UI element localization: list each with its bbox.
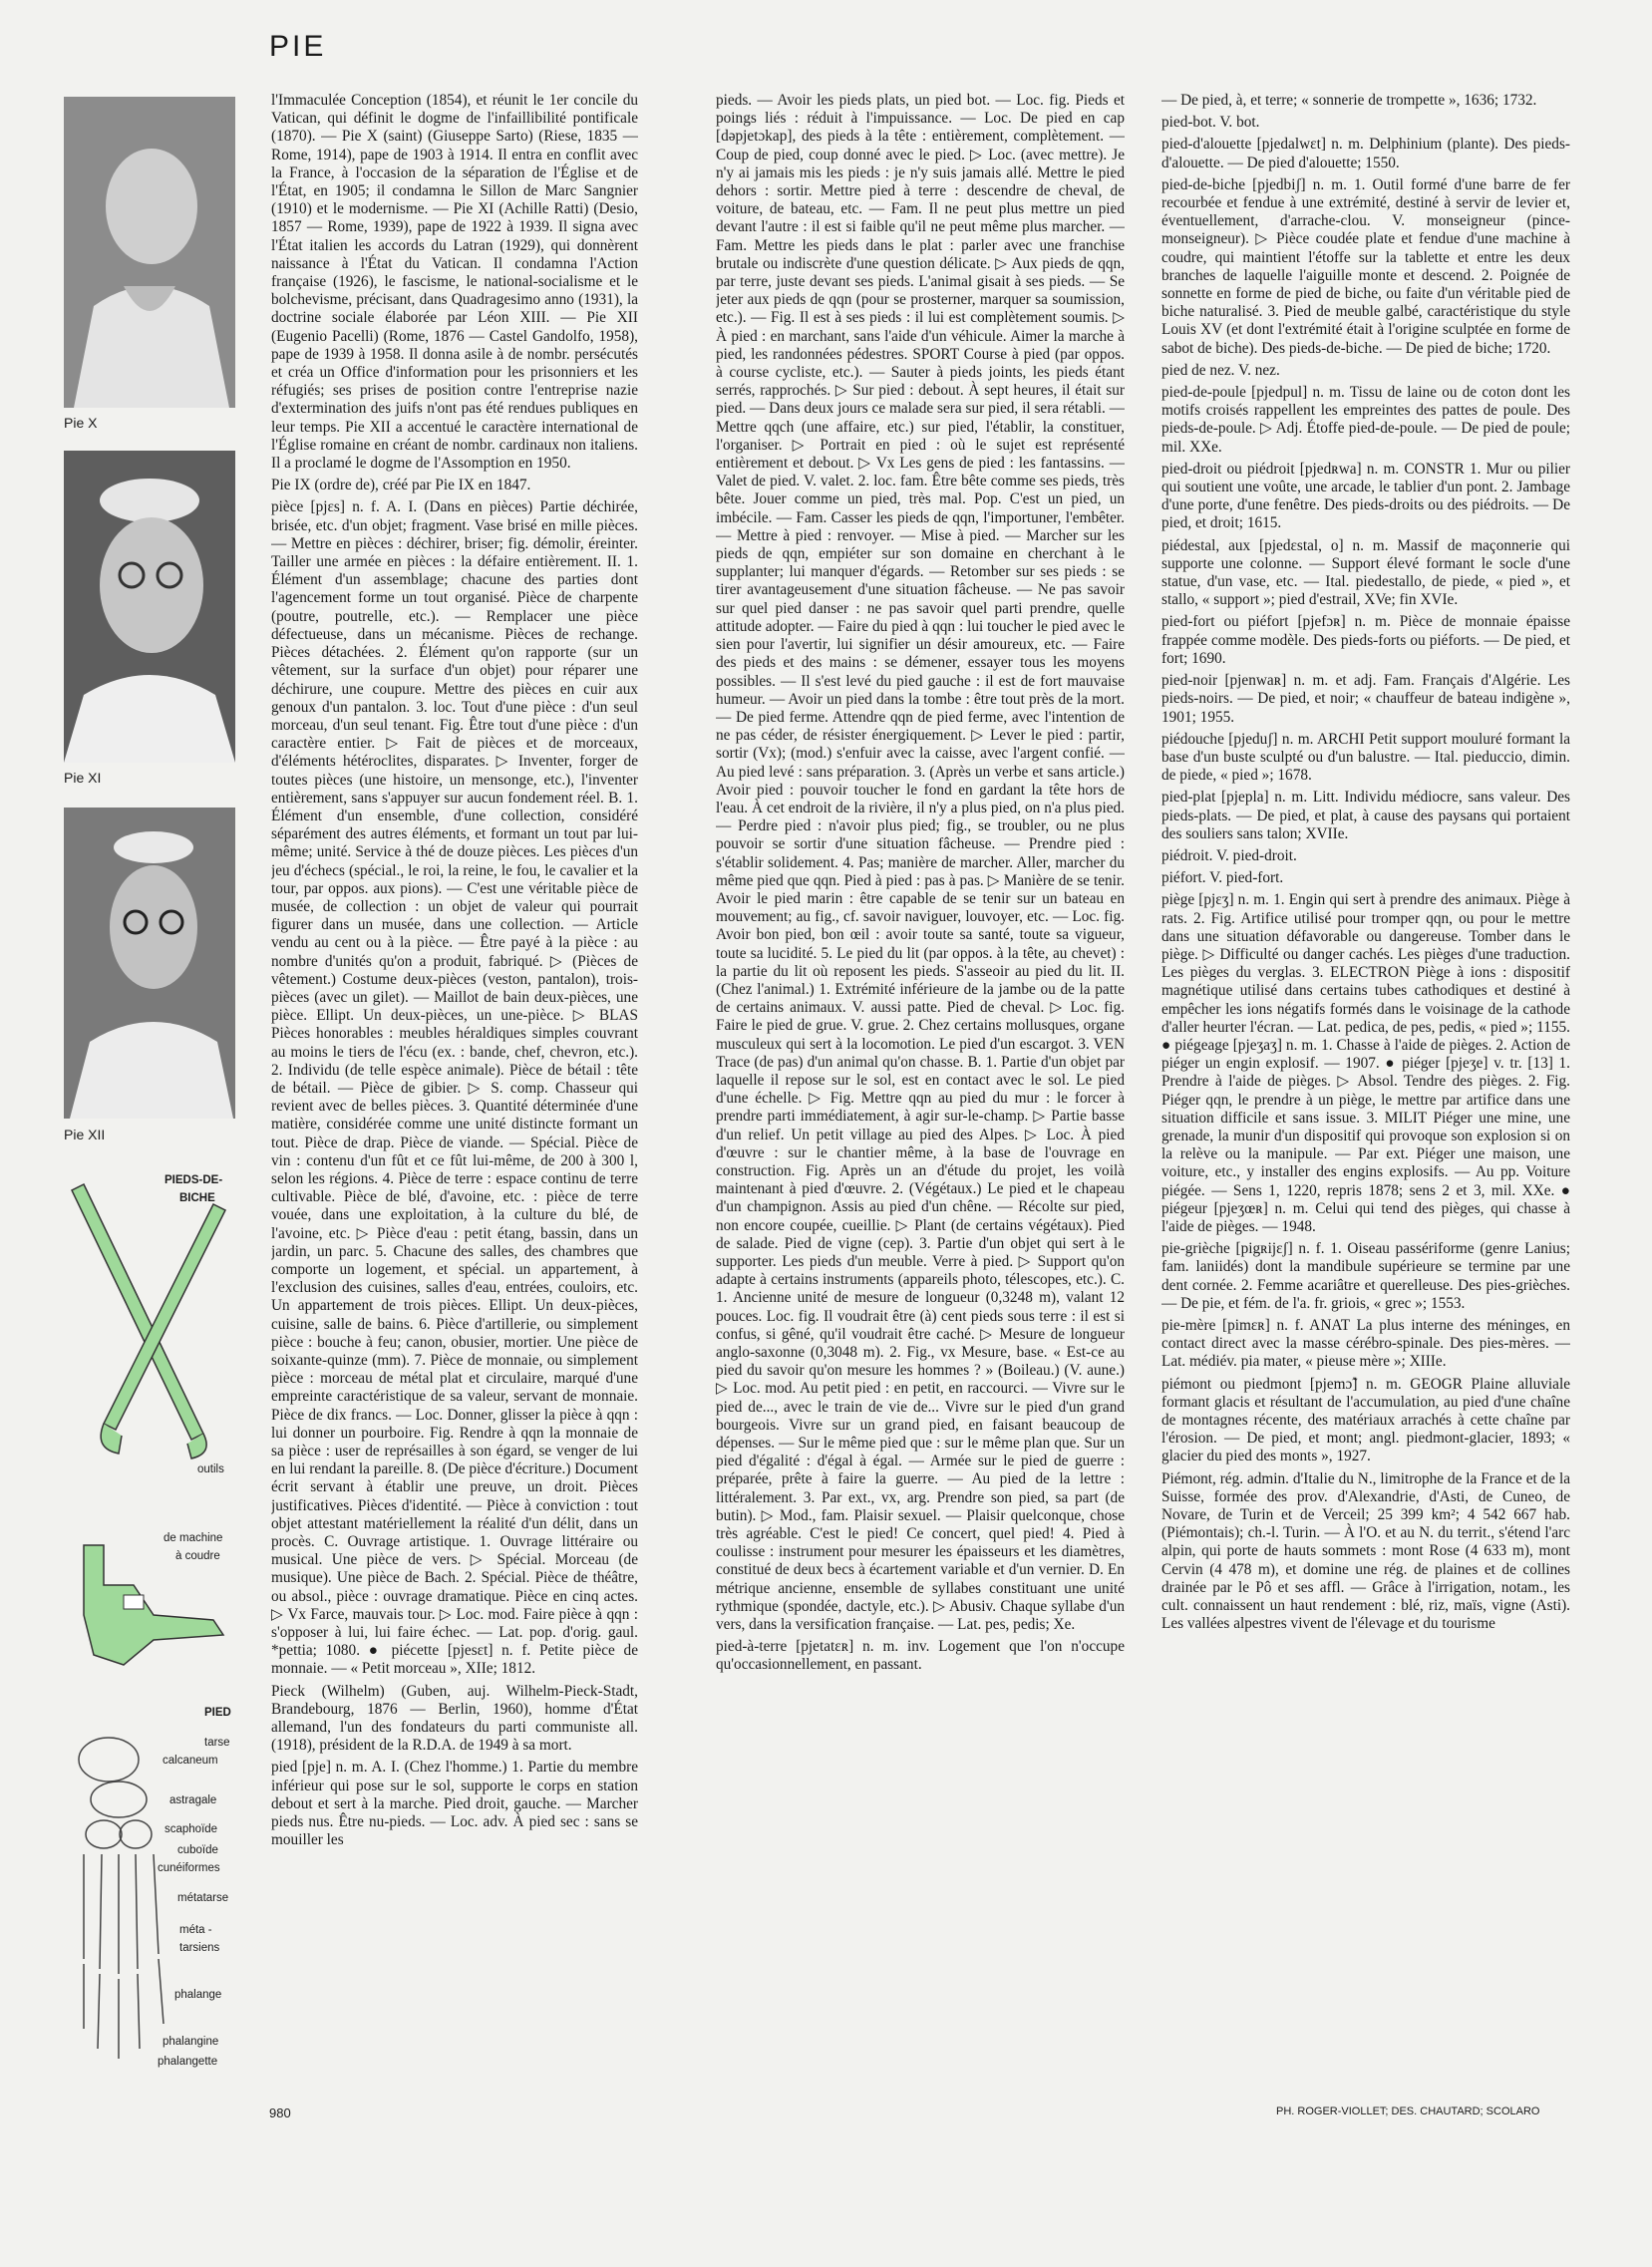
illustration-machine-a-coudre — [64, 1525, 243, 1675]
entry-piefort: piéfort. V. pied-fort. — [1161, 869, 1284, 887]
text-column-2 — [716, 92, 1125, 2086]
foot-label: phalangine — [163, 2036, 219, 2048]
entry-pie-mere: pie-mère [pimɛʀ] n. f. ANAT La plus interne des méninges, en contact direct avec la masse cérébro-spinale. Des pies-mères. — Lat. médiév. pia mater, « pieuse mère »; XIIIe. — [1161, 1317, 1570, 1371]
entry-piedestal: piédestal, aux [pjedɛstal, o] n. m. Massif de maçonnerie qui supporte une colonne. — Support élevé formant le socle d'une statue, d'un vase, etc. — Ital. piedestallo, de piede, « pied », et stallo, « support »; pied d'estrail, XVe; fin XVIe. — [1161, 536, 1570, 609]
foot-label: métatarse — [177, 1892, 229, 1904]
entry-piece: pièce [pjɛs] n. f. A. I. (Dans en pièces) Partie déchirée, brisée, etc. d'un objet; fragment. Vase brisé en mille pièces. — Mettre en pièces : déchirer, briser; fig. démolir, éreinter. Tailler une armée en pièces : la défaire entièrement. II. 1. Élément d'un assemblage; chacune des parties dont l'agencement forme un tout organisé. Pièce de charpente (poutre, poutrelle, etc.). — Remplacer une pièce défectueuse, dans un mécanisme. Pièces de rechange. Pièces détachées. 2. Élément qu'on rapporte (sur un vêtement, sur la surface d'un objet) pour réparer une déchirure, une coupure. Mettre des pièces en cuir aux genoux d'un pantalon. 3. loc. Tout d'une pièce : d'un seul morceau, d'un seul tenant. Fig. Être tout d'une pièce : d'un caractère entier. ▷ Fait de pièces et de morceaux, d'éléments hétéroclites, disparates. ▷ Inventer, forger de toutes pièces (une histoire, un mensonge, etc.), l'inventer entièrement, sans s'appuyer sur aucun fondement réel. B. 1. Élément d'un ensemble, d'une collection, considéré séparément des autres éléments, et formant un tout par lui-même; unité. Service à thé de douze pièces. Les pièces d'un jeu d'échecs (spécial., le roi, la reine, le fou, le cavalier et la tour, par oppos. aux pions). — C'est une véritable pièce de musée, de collection : un objet de valeur qui pourrait figurer dans un musée, dans une collection. — Article vendu au cent ou à la pièce. — Être payé à la pièce : au nombre d'unités qu'on a produit, fabriqué. ▷ (Pièces de vêtement.) Costume deux-pièces (veston, pantalon), trois-pièces (avec un gilet). — Maillot de bain deux-pièces, une pièce. Ellipt. Un deux-pièces, un une-pièce. ▷ BLAS Pièces honorables : meubles héraldiques simples couvrant au moins le tiers de l'écu (ex. : bande, chef, chevron, etc.). 2. Individu (de telle espèce animale). Pièce de bétail : tête de bétail. — Pièce de gibier. ▷ S. comp. Chasseur qui revient avec de belles pièces. 3. Quantité déterminée d'une matière, considérée comme une unité distincte formant un tout. Pièce de drap. Pièce de viande. — Spécial. Pièce de vin : contenu d'un fût et ce fût lui-même, de 200 à 300 l, selon les régions. 4. Pièce de terre : espace continu de terre cultivable. Pièce de blé, d'avoine, etc. : pièce de terre vouée, dans une exploitation, à la culture du blé, de l'avoine, etc. ▷ Pièce d'eau : petit étang, bassin, dans un jardin, un parc. 5. Chacune des salles, des chambres que comporte un logement, et spécial. un appartement, à l'exclusion des cuisines, salles d'eau, entrées, couloirs, etc. Un appartement de trois pièces. Ellipt. Un deux-pièces, cuisine, salle de bains. 6. Pièce d'artillerie, ou simplement pièce : bouche à feu; canon, obusier, mortier. Une pièce de soixante-quinze (mm). 7. Pièce de monnaie, ou simplement pièce : morceau de métal plat et circulaire, marqué d'une empreinte caractéristique de sa valeur, servant de monnaie. Pièce de dix francs. — Loc. Donner, glisser la pièce à qqn : lui donner un pourboire. Fig. Rendre à qqn la monnaie de sa pièce : user de représailles à son égard, se venger de lui en lui rendant la pareille. 8. (De pièce d'écriture.) Document écrit servant à établir une preuve, un droit. Pièces justificatives. Pièces d'identité. — Pièce à conviction : tout objet attestant matériellement la réalité d'un délit, dans un procès. C. Ouvrage artistique. 1. Ouvrage littéraire ou musical. Une pièce de vers. ▷ Spécial. Morceau (de musique). Une pièce de Bach. 2. Spécial. Pièce de théâtre, ou absol., pièce : ouvrage dramatique. Pièce en cinq actes. ▷ Vx Farce, mauvais tour. ▷ Loc. mod. Faire pièce à qqn : s'opposer à lui, lui faire échec. — Lat. pop. d'orig. gaul. *pettia; 1080. ● piécette [pjesɛt] n. f. Petite pièce de monnaie. — « Petit morceau », XIIe; 1812. — [271, 498, 638, 1678]
entry-pied-d-alouette: pied-d'alouette [pjedalwɛt] n. m. Delphinium (plante). Des pieds-d'alouette. — De pied d'alouette; 1550. — [1161, 136, 1570, 171]
caption-pie-xi: Pie XI — [64, 770, 102, 786]
foot-label: méta - — [179, 1924, 212, 1936]
foot-label: phalange — [174, 1989, 222, 2001]
entry-pied-plat: pied-plat [pjepla] n. m. Litt. Individu médiocre, sans valeur. Des pieds-plats. — De pied, et plat, à cause des paysans qui portaient des souliers sans talon; XVIIe. — [1161, 789, 1570, 842]
caption-pie-xii: Pie XII — [64, 1127, 106, 1142]
machine-label-2: à coudre — [175, 1550, 220, 1562]
image-credits: PH. ROGER-VIOLLET; DES. CHAUTARD; SCOLARO — [1276, 2105, 1540, 2117]
foot-label: cunéiformes — [158, 1862, 220, 1874]
entry-piedroit: piédroit. V. pied-droit. — [1161, 846, 1297, 864]
entry-piemont-region: Piémont, rég. admin. d'Italie du N., limitrophe de la France et de la Suisse, formée des prov. d'Alexandrie, d'Asti, de Cuneo, de Novare, de Turin et de Verceil; 25 399 km²; 4 542 667 hab. (Piémontais); ch.-l. Turin. — À l'O. et au N. du territ., s'étend l'arc alpin, qui porte de hauts sommets : mont Rose (4 633 m), mont Cervin (4 478 m), et domine une rég. de plaines et de collines drainée par le Pô et ses affl. — Grâce à l'irrigation, notam., les cult. connaissent un haut rendement : blé, riz, maïs, vigne (Asti). Les vallées alpestres vivent de l'élevage et du tourisme — [1161, 1469, 1570, 1633]
entry-piemont-geogr: piémont ou piedmont [pjemɔ̃] n. m. GEOGR Plaine alluviale formant glacis et résultant de l'accumulation, au pied d'une chaîne de montagnes récente, des matériaux arrachés à cette chaîne par l'érosion. — De pied, et mont; angl. piedmont-glacier, 1893; « glacier du pied des monts », 1927. — [1161, 1375, 1570, 1465]
page-number: 980 — [269, 2105, 291, 2120]
portrait-pie-xii — [64, 808, 235, 1119]
entry-pied-fort: pied-fort ou piéfort [pjefɔʀ] n. m. Pièce de monnaie épaisse frappée comme modèle. Des pieds-forts ou piéforts. — De pied, et fort; 1690. — [1161, 613, 1570, 667]
entry-pied-a-terre-etym: — De pied, à, et terre; « sonnerie de trompette », 1636; 1732. — [1161, 92, 1537, 109]
entry-pied-de-poule: pied-de-poule [pjedpul] n. m. Tissu de laine ou de coton dont les motifs croisés rappellent les empreintes des pattes de poule. Des pieds-de-poule. ▷ Adj. Étoffe pied-de-poule. — De pied de poule; mil. XXe. — [1161, 384, 1570, 456]
caption-pie-x: Pie X — [64, 415, 98, 431]
text-column-1 — [271, 92, 638, 2086]
foot-label: phalangette — [158, 2056, 218, 2068]
portrait-pie-xi — [64, 451, 235, 763]
machine-label-1: de machine — [164, 1532, 223, 1544]
illustration-pieds-de-biche — [64, 1174, 243, 1463]
foot-label: calcaneum — [163, 1755, 218, 1767]
entry-piedouche: piédouche [pjeduʃ] n. m. ARCHI Petit support mouluré formant la base d'un buste sculpté ou d'un balustre. — Ital. pieduccio, dimin. de piede, « pied »; 1678. — [1161, 730, 1570, 785]
text-column-3 — [1161, 92, 1570, 2086]
illustration-pied-squelette — [64, 1730, 183, 2079]
foot-title: PIED — [204, 1707, 231, 1719]
running-head: PIE — [269, 30, 327, 63]
entry-pied-droit: pied-droit ou piédroit [pjedʀwa] n. m. CONSTR 1. Mur ou pilier qui soutient une voûte, une arcade, le tablier d'un pont. 2. Jambage d'une porte, d'une fenêtre. Des pieds-droits ou des piédroits. — De pied, et droit; 1615. — [1161, 460, 1570, 532]
entry-pie-popes: l'Immaculée Conception (1854), et réunit le 1er concile du Vatican, qui définit le dogme de l'infaillibilité pontificale (1870). — Pie X (saint) (Giuseppe Sarto) (Riese, 1835 — Rome, 1914), pape de 1903 à 1914. Il entra en conflit avec la France, à l'occasion de la séparation de l'Église et de l'État, en 1905; il condamna le Sillon de Marc Sangnier (1910) et le modernisme. — Pie XI (Achille Ratti) (Desio, 1857 — Rome, 1939), pape de 1922 à 1939. Il signa avec l'État italien les accords du Latran (1929), qui donnèrent naissance à l'État du Vatican. Il condamna l'Action française (1926), le fascisme, le national-socialisme et le bolchevisme, précisant, dans Quadragesimo anno (1931), la doctrine sociale élaborée par Léon XIII. — Pie XII (Eugenio Pacelli) (Rome, 1876 — Castel Gandolfo, 1958), pape de 1939 à 1958. Il donna asile à de nombr. persécutés et créa un Office d'information pour les prisonniers et les réfugiés; ses prises de position contre l'entreprise nazie d'extermination des juifs n'ont pas été rendues publiques en leur temps. Pie XII a accentué le caractère international de l'Église romaine en créant de nombr. cardinaux non italiens. Il a proclamé le dogme de l'Assomption en 1950. — [271, 92, 638, 473]
portrait-pie-x — [64, 97, 235, 408]
foot-label: astragale — [169, 1794, 217, 1806]
entry-pied-start: pied [pje] n. m. A. I. (Chez l'homme.) 1. Partie du membre inférieur qui pose sur le sol, supporte le corps en station debout et sert à la marche. Pied droit, gauche. — Marcher pieds nus. Être nu-pieds. — Loc. adv. À pied sec : sans se mouiller les — [271, 1759, 638, 1849]
entry-pied-de-nez: pied de nez. V. nez. — [1161, 361, 1280, 379]
foot-label: cuboïde — [177, 1844, 218, 1856]
entry-pied-continued: pieds. — Avoir les pieds plats, un pied bot. — Loc. fig. Pieds et poings liés : réduit à l'impuissance. — Loc. De pied en cap [dəpjetɔkap], des pieds à la tête : entièrement, complètement. — Coup de pied, coup donné avec le pied. ▷ Loc. (avec mettre). Je n'y ai jamais mis les pieds : je n'y suis jamais allé. Mettre le pied dehors : sortir. Mettre pied à terre : descendre de cheval, de voiture, de bateau, etc. — Fam. Il ne peut plus mettre un pied devant l'autre : il est si faible qu'il ne peut même plus marcher. — Fam. Mettre les pieds dans le plat : parler avec une franchise brutale ou indiscrète d'une question délicate. ▷ Aux pieds de qqn, par terre, juste devant ses pieds. L'animal gisait à ses pieds. — Se jeter aux pieds de qqn (pour se prosterner, marquer sa soumission, etc.). — Fig. Il est à ses pieds : il lui est complètement soumis. ▷ À pied : en marchant, sans l'aide d'un véhicule. Aimer la marche à pied, les randonnées pédestres. SPORT Course à pied (par oppos. à course cycliste, etc.). — Sauter à pieds joints, les pieds étant serrés, rapprochés. ▷ Sur pied : debout. À sept heures, il était sur pied. — Dans deux jours ce malade sera sur pied, il sera rétabli. — Mettre qqch (une affaire, etc.) sur pied, l'établir, la constituer, l'organiser. ▷ Portrait en pied : où le sujet est représenté entièrement et debout. ▷ Vx Les gens de pied : les fantassins. — Valet de pied. V. valet. 2. loc. fam. Être bête comme ses pieds, très bête. Jouer comme un pied, très mal. Pop. C'est un pied, un imbécile. — Fam. Casser les pieds de qqn, l'importuner, l'embêter. — Mettre à pied : renvoyer. — Mise à pied. — Marcher sur les pieds de qqn, empiéter sur son domaine en cherchant à le supplanter; lui manquer d'égards. — Retomber sur ses pieds : se tirer avantageusement d'une situation fâcheuse. — Ne pas savoir sur quel pied danser : ne pas savoir quel parti prendre, quelle attitude adopter. — Faire du pied à qqn : lui toucher le pied avec le sien pour l'avertir, lui signifier un désir amoureux, etc. — Faire des pieds et des mains : se démener, essayer tous les moyens possibles. — Il s'est levé du pied gauche : il est de fort mauvaise humeur. — Avoir un pied dans la tombe : être tout près de la mort. — De pied ferme. Attendre qqn de pied ferme, avec l'intention de ne pas céder, de résister énergiquement. ▷ Lever le pied : partir, sortir (Vx); (mod.) s'enfuir avec la caisse, avec l'argent confié. — Au pied levé : sans préparation. 3. (Après un verbe et sans article.) Avoir pied : pouvoir toucher le fond en gardant la tête hors de l'eau. À cet endroit de la rivière, il n'y a plus pied, on n'a plus pied. — Perdre pied : n'avoir plus pied; fig., se troubler, ou ne plus pouvoir se sortir d'une situation fâcheuse. — Prendre pied : s'établir solidement. 4. Pas; manière de marcher. Aller, marcher du même pied que qqn. Pied à pied : pas à pas. ▷ Manière de se tenir. Avoir le pied marin : être capable de se tenir sur un bateau en mouvement; au fig., cf. savoir naviguer, louvoyer, etc. — Loc. fig. Avoir bon pied, bon œil : avoir toute sa santé, toute sa vigueur, toute sa lucidité. 5. Le pied du lit (par oppos. à la tête, au chevet) : la partie du lit où reposent les pieds. S'asseoir au pied du lit. II. (Chez l'animal.) 1. Extrémité inférieure de la jambe ou de la patte de certains animaux. V. aussi patte. Pied de cheval. ▷ Loc. fig. Faire le pied de grue. V. grue. 2. Chez certains mollusques, organe musculeux qui sert à la locomotion. Le pied d'un escargot. 3. VEN Trace (de pas) d'un animal qu'on chasse. B. 1. Partie d'un objet par laquelle il repose sur le sol, est en contact avec le sol. Le pied d'une échelle. ▷ Fig. Mettre qqn au pied du mur : le forcer à prendre parti immédiatement, à agir sur-le-champ. ▷ Partie basse d'un relief. Un petit village au pied des Alpes. ▷ Loc. À pied d'œuvre : sur le chantier même, à la base de l'ouvrage en construction. Fig. Après un an d'étude du projet, les voilà maintenant à pied d'œuvre. 2. (Végétaux.) Le pied et le chapeau d'un champignon. Assis au pied d'un chêne. — Récolte sur pied, non encore coupée, cueillie. ▷ Plant (de certains végétaux). Pied de salade. Pied de vigne (cep). 3. Partie d'un objet qui sert à le supporter. Les pieds d'un meuble. Verre à pied. ▷ Support qu'on adapte à certains instruments (appareils photo, télescopes, etc.). C. 1. Ancienne unité de mesure de longueur (0,3248 m), valant 12 pouces. Loc. fig. Il voudrait être (à) cent pieds sous terre : il est si confus, si gêné, qu'il voudrait être caché. ▷ Mesure de longueur anglo-saxonne (0,3048 m). 2. Fig., vx Mesure, base. « Est-ce au pied du savoir qu'on mesure les hommes ? » (Boileau.) (V. aune.) ▷ Loc. mod. Au petit pied : en petit, en raccourci. — Vivre sur le pied de..., avec le train de vie de... Vivre sur le pied d'un grand bourgeois. Vivre sur un grand pied, en faisant beaucoup de dépenses. — Sur le même pied que : sur le même plan que. Sur un pied d'égalité : d'égal à égal. — Armée sur le pied de guerre : préparée, prête à faire la guerre. — Au pied de la lettre : littéralement. 3. Par ext., vx, arg. Prendre son pied, sa part (de butin). ▷ Mod., fam. Plaisir sexuel. — Plaisir quelconque, chose très agréable. C'est le pied! Ce concert, quel pied! 4. Pied à coulisse : instrument pour mesurer les épaisseurs et les diamètres, constitué de deux becs à écartement variable et d'un vernier. D. En métrique ancienne, ensemble de syllabes constituant une unité rythmique (spondée, dactyle, etc.). ▷ Abusiv. Chaque syllabe d'un vers, dans la versification française. — Lat. pes, pedis; Xe. — [716, 92, 1125, 1634]
entry-pieck: Pieck (Wilhelm) (Guben, auj. Wilhelm-Pieck-Stadt, Brandebourg, 1876 — Berlin, 1960), homme d'État allemand, l'un des fondateurs du parti communiste all. (1918), président de la R.D.A. de 1949 à sa mort. — [271, 1682, 638, 1755]
tools-label-2: BICHE — [179, 1192, 215, 1204]
entry-pie-grieche: pie-grièche [pigʀijɛʃ] n. f. 1. Oiseau passériforme (genre Lanius; fam. laniidés) dont la mandibule supérieure se termine par une dent cornée. 2. Femme acariâtre et querelleuse. Des pies-grièches. — De pie, et fém. de l'a. fr. griois, « grec »; 1553. — [1161, 1240, 1570, 1312]
entry-pie-ix-ordre: Pie IX (ordre de), créé par Pie IX en 1847. — [271, 477, 531, 494]
entry-pied-de-biche: pied-de-biche [pjedbiʃ] n. m. 1. Outil formé d'une barre de fer recourbée et fendue à une extrémité, destiné à servir de levier et, éventuellement, d'arrache-clou. V. monseigneur (pince-monseigneur). ▷ Pièce coudée plate et fendue d'une machine à coudre, qui maintient l'étoffe sur la tablette et entre les deux branches de laquelle l'aiguille monte et descend. 2. Poignée de sonnette en forme de pied de biche, ou faite d'un véritable pied de biche naturalisé. 3. Pied de meuble galbé, caractéristique du style Louis XV (et dont l'extrémité était à l'origine sculptée en forme de sabot de biche). Des pieds-de-biche. — De pied de biche; 1720. — [1161, 175, 1570, 357]
entry-pied-noir: pied-noir [pjenwaʀ] n. m. et adj. Fam. Français d'Algérie. Les pieds-noirs. — De pied, et noir; « chauffeur de bateau indigène », 1901; 1955. — [1161, 672, 1570, 726]
entry-pied-bot: pied-bot. V. bot. — [1161, 114, 1260, 132]
foot-label: tarsiens — [179, 1942, 220, 1954]
tools-label-3: outils — [197, 1463, 224, 1475]
entry-piege: piège [pjɛʒ] n. m. 1. Engin qui sert à prendre des animaux. Piège à rats. 2. Fig. Artifice utilisé pour tromper qqn, ou pour le mettre dans une situation défavorable ou dangereuse. Tomber dans le piège. ▷ Difficulté ou danger cachés. Les pièges d'une traduction. Les pièges du verglas. 3. ELECTRON Piège à ions : dispositif magnétique utilisé dans certains tubes cathodiques et destiné à empêcher les ions négatifs formés dans le voisinage de la cathode d'aller heurter l'écran. — Lat. pedica, de pes, pedis, « pied »; 1155. ● piégeage [pjeʒaʒ] n. m. 1. Chasse à l'aide de pièges. 2. Action de piéger un engin explosif. — 1907. ● piéger [pjeʒe] v. tr. [13] 1. Prendre à l'aide de pièges. ▷ Absol. Tendre des pièges. 2. Fig. Piéger qqn, le prendre à un piège, le mettre par artifice dans une situation difficile et sans issue. 3. MILIT Piéger une mine, une grenade, la munir d'un dispositif qui provoque son explosion si on la relève ou la manipule. — Par ext. Piéger une maison, une voiture, etc., y installer des engins explosifs. — Au pp. Voiture piégée. — Sens 1, 1220, repris 1878; sens 2 et 3, mil. XXe. ● piégeur [pjeʒœʀ] n. m. Celui qui tend des pièges, qui chasse à l'aide de pièges. — 1948. — [1161, 891, 1570, 1235]
foot-label: tarse — [204, 1737, 230, 1749]
foot-label: scaphoïde — [165, 1823, 218, 1835]
entry-pied-a-terre: pied-à-terre [pjetatɛʀ] n. m. inv. Logement que l'on n'occupe qu'occasionnellement, en passant. — [716, 1638, 1125, 1674]
tools-label-1: PIEDS-DE- — [165, 1174, 223, 1186]
